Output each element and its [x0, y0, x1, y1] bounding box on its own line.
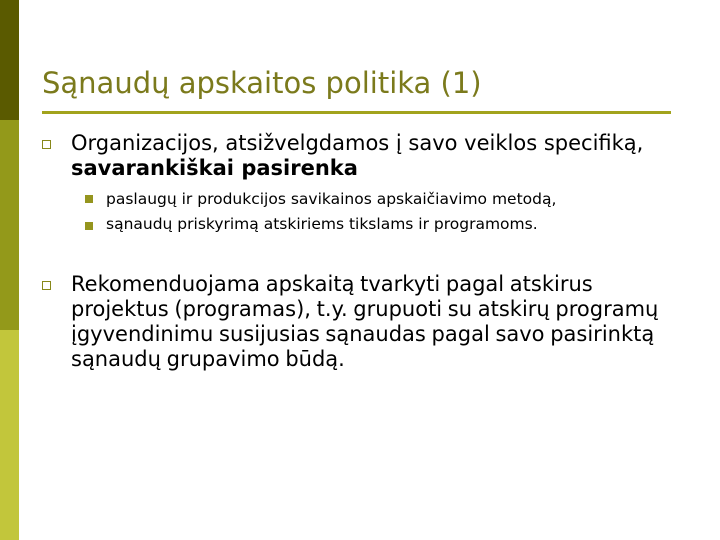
square-bullet-icon [42, 140, 51, 149]
filled-square-bullet-icon [85, 195, 93, 203]
sidebar-accent-top [0, 0, 19, 120]
sub-bullet-1-text: paslaugų ir produkcijos savikainos apskaičiavimo metodą, [106, 190, 557, 208]
bullet-1-text-plain: Organizacijos, atsižvelgdamos į savo veiklos specifiką, [71, 131, 644, 155]
bullet-1-text-bold: savarankiškai pasirenka [71, 156, 358, 180]
slide-title: Sąnaudų apskaitos politika (1) [42, 66, 482, 100]
bullet-2-text: Rekomenduojama apskaitą tvarkyti pagal atskirus projektus (programas), t.y. grupuoti su atskirų programų įgyvendinimu susijusias sąnaudas pagal savo pasirinktą sąnaudų grupavimo būdą. [71, 272, 659, 371]
bullet-1-text [71, 131, 671, 181]
square-bullet-icon [42, 281, 51, 290]
title-underline [42, 111, 671, 114]
sub-bullet-2-text: sąnaudų priskyrimą atskiriems tikslams ir programoms. [106, 215, 538, 233]
sidebar-accent-middle [0, 120, 19, 330]
sidebar-accent-bottom [0, 330, 19, 540]
filled-square-bullet-icon [85, 222, 93, 230]
